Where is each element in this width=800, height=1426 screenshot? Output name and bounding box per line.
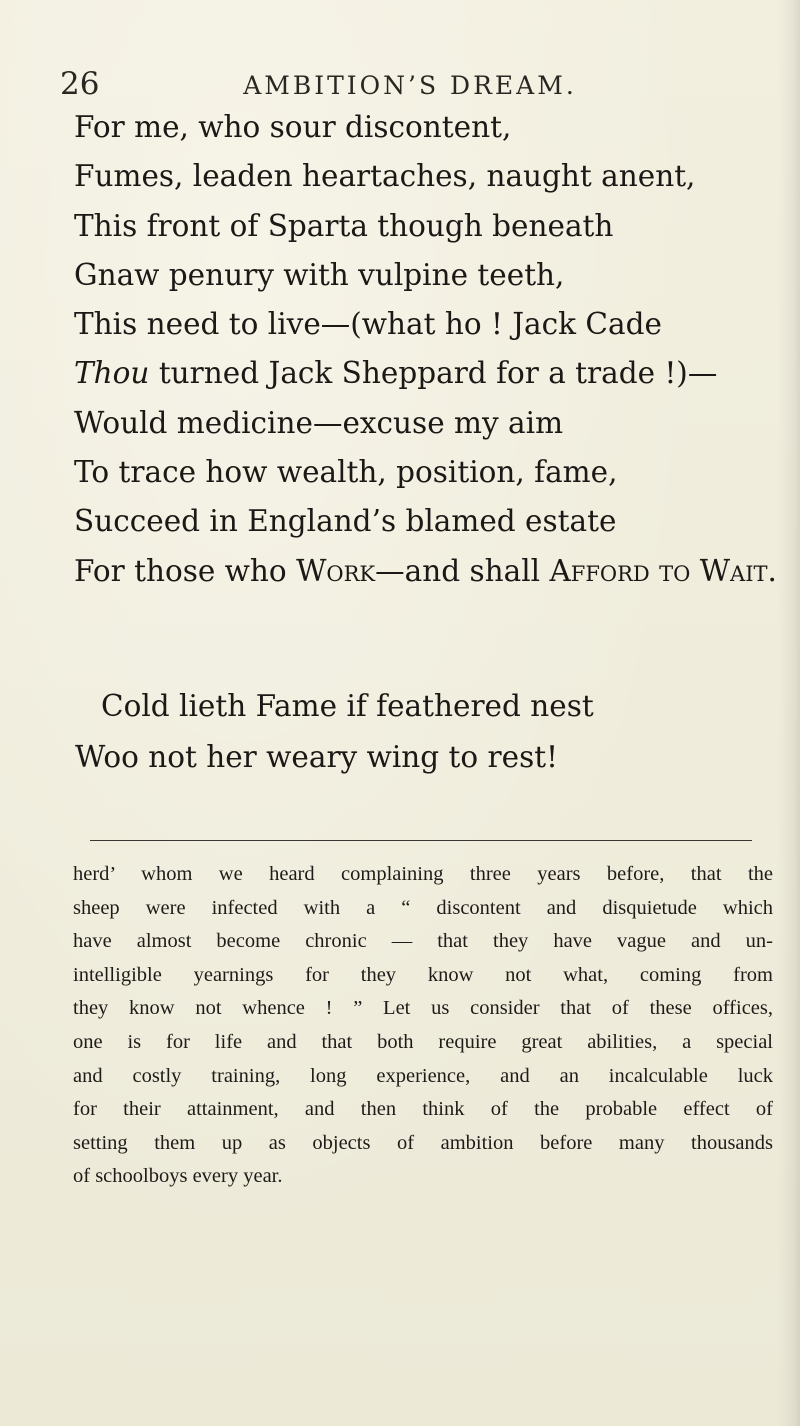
- running-title: AMBITION’S DREAM.: [243, 71, 577, 100]
- page-edge-shadow: [778, 0, 800, 1426]
- verse-line: This front of Sparta though beneath: [74, 208, 614, 243]
- footnote-line: they know not whence ! ” Let us consider that of these offices,: [73, 997, 773, 1020]
- verse-line: [74, 547, 777, 596]
- footnote-line: for their attainment, and then think of the probable effect of: [73, 1098, 773, 1121]
- small-caps-phrase: Afford to Wait.: [549, 553, 777, 588]
- verse-line: Succeed in England’s blamed estate: [74, 504, 617, 539]
- verse-line: To trace how wealth, position, fame,: [74, 455, 618, 490]
- running-head: [60, 64, 760, 108]
- footnote-line: and costly training, long experience, and an incalculable luck: [73, 1064, 773, 1087]
- verse-text: —and shall: [375, 553, 550, 588]
- footnote-line: intelligible yearnings for they know not what, coming from: [73, 963, 773, 986]
- small-caps-word: Work: [296, 553, 376, 588]
- verse-line: Cold lieth Fame if feathered nest: [101, 689, 594, 723]
- footnote-line: have almost become chronic — that they have vague and un-: [73, 930, 773, 953]
- footnote-line: herd’ whom we heard complaining three years before, that the: [73, 863, 773, 885]
- italic-word: Thou: [74, 356, 150, 391]
- verse-line: Would medicine—excuse my aim: [74, 405, 564, 440]
- footnote-line: of schoolboys every year.: [73, 1165, 283, 1188]
- verse-line: Gnaw penury with vulpine teeth,: [74, 257, 565, 292]
- verse-line: Fumes, leaden heartaches, naught anent,: [74, 159, 696, 194]
- verse-text: For those who: [74, 553, 297, 588]
- footnote-line: sheep were infected with a “ discontent and disquietude which: [73, 896, 773, 919]
- page-number: 26: [60, 66, 100, 102]
- stanza-2: [75, 681, 775, 783]
- footnote-line: one is for life and that both require great abilities, a special: [73, 1030, 773, 1053]
- footnote-rule: [90, 840, 752, 841]
- verse-line: For me, who sour discontent,: [74, 110, 512, 144]
- verse-line: Woo not her weary wing to rest!: [75, 740, 558, 774]
- verse-line: This need to live—(what ho ! Jack Cade: [74, 307, 662, 342]
- verse-text: turned Jack Sheppard for a trade !)—: [149, 356, 718, 391]
- footnote: [73, 858, 773, 1194]
- stanza-1: [74, 103, 777, 596]
- footnote-line: setting them up as objects of ambition before many thousands: [73, 1131, 773, 1154]
- verse-line: [74, 349, 774, 398]
